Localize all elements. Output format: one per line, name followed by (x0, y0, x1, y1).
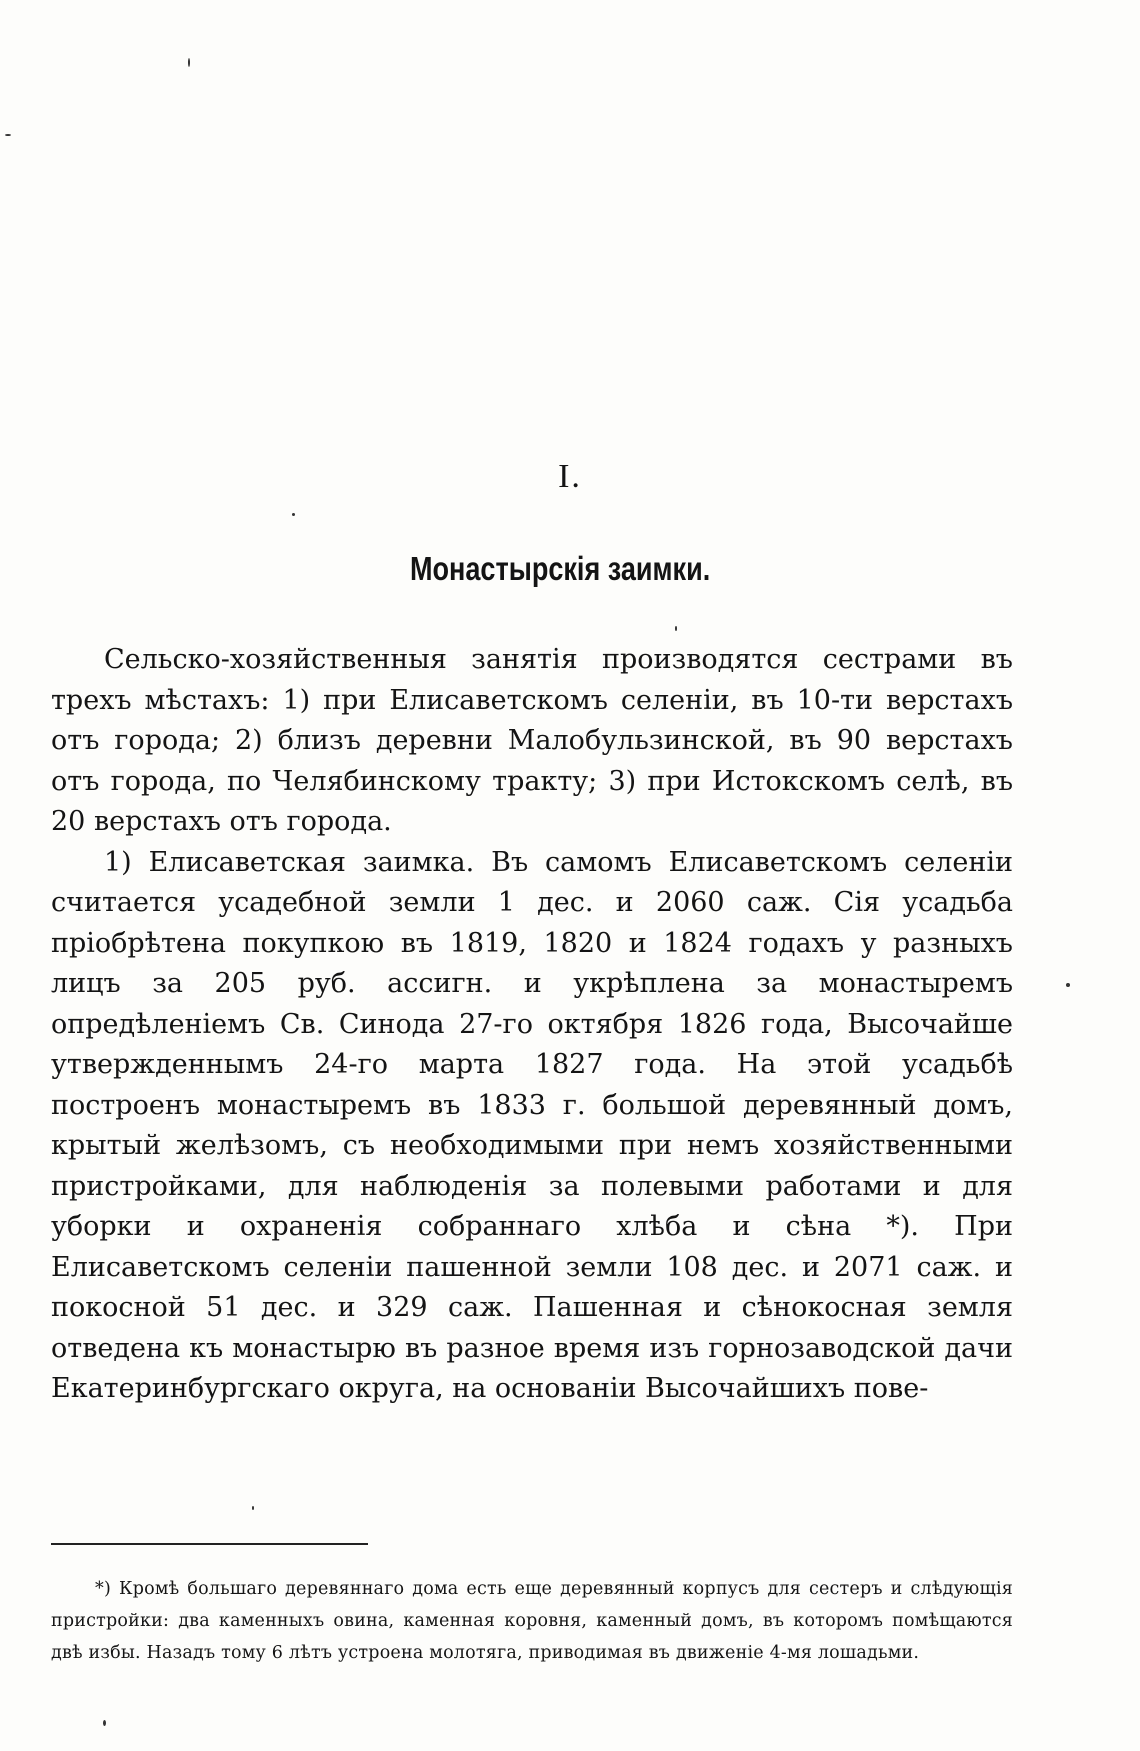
chapter-number: I. (558, 458, 582, 495)
body-text (51, 640, 1013, 1410)
paragraph-elisavetskaya-zaimka: 1) Елисаветская заимка. Въ самомъ Елисаветскомъ селеніи считается усадебной земли 1 дес. и 2060 саж. Сія усадьба пріобрѣтена покупкою въ 1819, 1820 и 1824 годахъ у разныхъ лицъ за 205 руб. ассигн. и укрѣплена за монастыремъ опредѣленіемъ Св. Синода 27-го октября 1826 года, Высочайше утвержденнымъ 24-го марта 1827 года. На этой усадьбѣ построенъ монастыремъ въ 1833 г. большой деревянный домъ, крытый желѣзомъ, съ необходимыми при немъ хозяйственными пристройками, для наблюденія за полевыми работами и для уборки и охраненія собраннаго хлѣба и сѣна *). При Елисаветскомъ селеніи пашенной земли 108 дес. и 2071 саж. и покосной 51 дес. и 329 саж. Пашенная и сѣнокосная земля отведена къ монастырю въ разное время изъ горнозаводской дачи Екатеринбургскаго округа, на основаніи Высочайшихъ пове- (51, 846, 1013, 1404)
scan-speck (292, 513, 295, 516)
footnote: *) Кромѣ большаго деревяннаго дома есть еще деревянный корпусъ для сестеръ и слѣдующія пристройки: два каменныхъ овина, каменная коровня, каменный домъ, въ которомъ помѣщаются двѣ избы. Назадъ тому 6 лѣтъ устроена молотяга, приводимая въ движеніе 4-мя лошадьми. (51, 1579, 1013, 1663)
scan-speck (1066, 983, 1070, 987)
scan-speck (103, 1720, 106, 1726)
scan-speck (252, 1506, 254, 1510)
scan-speck (188, 58, 190, 67)
paragraph-intro: Сельско-хозяйственныя занятія производятся сестрами въ трехъ мѣстахъ: 1) при Елисаветскомъ селеніи, въ 10-ти верстахъ отъ города; 2) близъ деревни Малобульзинской, въ 90 верстахъ отъ города, по Челябинскому тракту; 3) при Истокскомъ селѣ, въ 20 верстахъ отъ города. (51, 644, 1013, 837)
chapter-title: Монастырскія заимки. (409, 550, 711, 587)
scan-speck (5, 134, 11, 136)
scan-speck (675, 626, 677, 631)
footnote-divider (51, 1543, 368, 1545)
